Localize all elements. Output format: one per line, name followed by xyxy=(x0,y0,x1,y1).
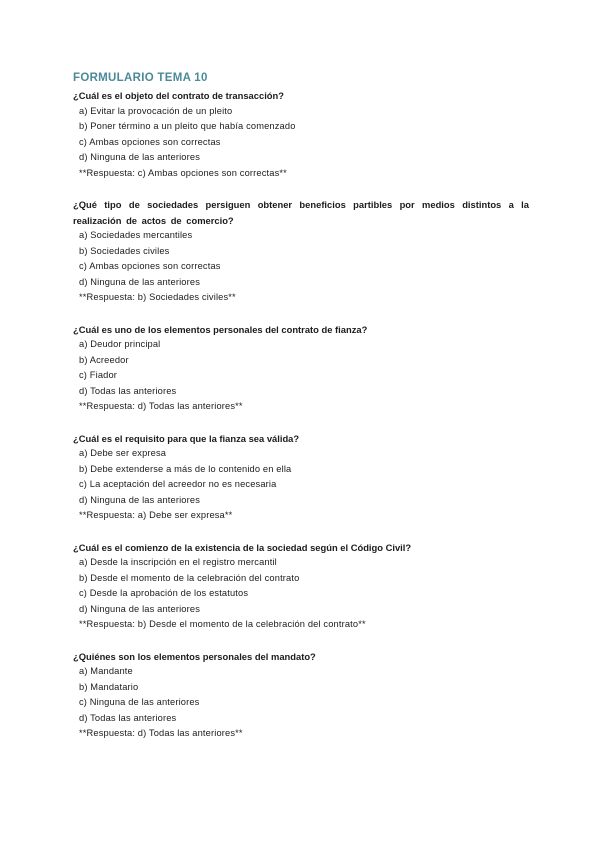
spacer xyxy=(73,181,529,197)
option-b: b) Sociedades civiles xyxy=(79,245,170,256)
question-block-6 xyxy=(73,649,529,742)
option-a: a) Evitar la provocación de un pleito xyxy=(79,105,233,116)
question-block-5 xyxy=(73,540,529,633)
answer-line: **Respuesta: c) Ambas opciones son correctas** xyxy=(79,167,287,178)
spacer xyxy=(73,633,529,649)
option-c: c) Fiador xyxy=(79,370,118,380)
option-d: d) Ninguna de las anteriores xyxy=(79,494,200,505)
option-d: d) Todas las anteriores xyxy=(79,712,177,723)
option-b: b) Poner término a un pleito que había comenzado xyxy=(79,121,296,131)
option-a: a) Debe ser expresa xyxy=(79,448,167,458)
option-a: a) Mandante xyxy=(79,666,133,676)
question-text: ¿Qué tipo de sociedades persiguen obtener beneficios partibles por medios distintos a la realización de actos de comercio? xyxy=(73,199,529,226)
option-d: d) Todas las anteriores xyxy=(79,385,177,396)
document-page xyxy=(73,70,529,742)
option-b: b) Mandatario xyxy=(79,681,139,692)
options-list xyxy=(73,555,529,617)
option-b: b) Acreedor xyxy=(79,354,129,365)
option-c: c) Ambas opciones son correctas xyxy=(79,261,221,271)
option-b: b) Desde el momento de la celebración del contrato xyxy=(79,572,300,583)
option-c: c) La aceptación del acreedor no es necesaria xyxy=(79,479,277,489)
option-a: a) Sociedades mercantiles xyxy=(79,230,193,240)
spacer xyxy=(73,415,529,431)
option-c: c) Desde la aprobación de los estatutos xyxy=(79,588,249,598)
option-d: d) Ninguna de las anteriores xyxy=(79,276,200,287)
spacer xyxy=(73,306,529,322)
answer-line: **Respuesta: b) Sociedades civiles** xyxy=(79,292,236,302)
options-list xyxy=(73,228,529,290)
question-block-4 xyxy=(73,431,529,524)
answer-line: **Respuesta: d) Todas las anteriores** xyxy=(79,401,243,411)
question-text: ¿Cuál es el objeto del contrato de transacción? xyxy=(73,90,284,101)
option-c: c) Ninguna de las anteriores xyxy=(79,697,200,707)
option-b: b) Debe extenderse a más de lo contenido en ella xyxy=(79,463,292,474)
question-block-3 xyxy=(73,322,529,415)
options-list xyxy=(73,337,529,399)
question-block-1 xyxy=(73,88,529,181)
question-text: ¿Cuál es el comienzo de la existencia de la sociedad según el Código Civil? xyxy=(73,541,412,553)
document-title: FORMULARIO TEMA 10 xyxy=(73,72,208,84)
options-list xyxy=(73,446,529,508)
option-d: d) Ninguna de las anteriores xyxy=(79,603,200,614)
spacer xyxy=(73,524,529,540)
answer-line: **Respuesta: d) Todas las anteriores** xyxy=(79,728,243,738)
options-list xyxy=(73,664,529,726)
answer-line: **Respuesta: a) Debe ser expresa** xyxy=(79,510,233,520)
answer-line: **Respuesta: b) Desde el momento de la celebración del contrato** xyxy=(79,619,366,629)
option-d: d) Ninguna de las anteriores xyxy=(79,152,200,162)
question-text: ¿Quiénes son los elementos personales del mandato? xyxy=(73,650,316,662)
option-a: a) Deudor principal xyxy=(79,339,161,349)
question-text: ¿Cuál es el requisito para que la fianza sea válida? xyxy=(73,432,300,444)
option-c: c) Ambas opciones son correctas xyxy=(79,136,221,147)
question-block-2 xyxy=(73,197,529,306)
options-list xyxy=(73,104,529,166)
option-a: a) Desde la inscripción en el registro mercantil xyxy=(79,557,277,567)
question-text: ¿Cuál es uno de los elementos personales del contrato de fianza? xyxy=(73,323,368,335)
